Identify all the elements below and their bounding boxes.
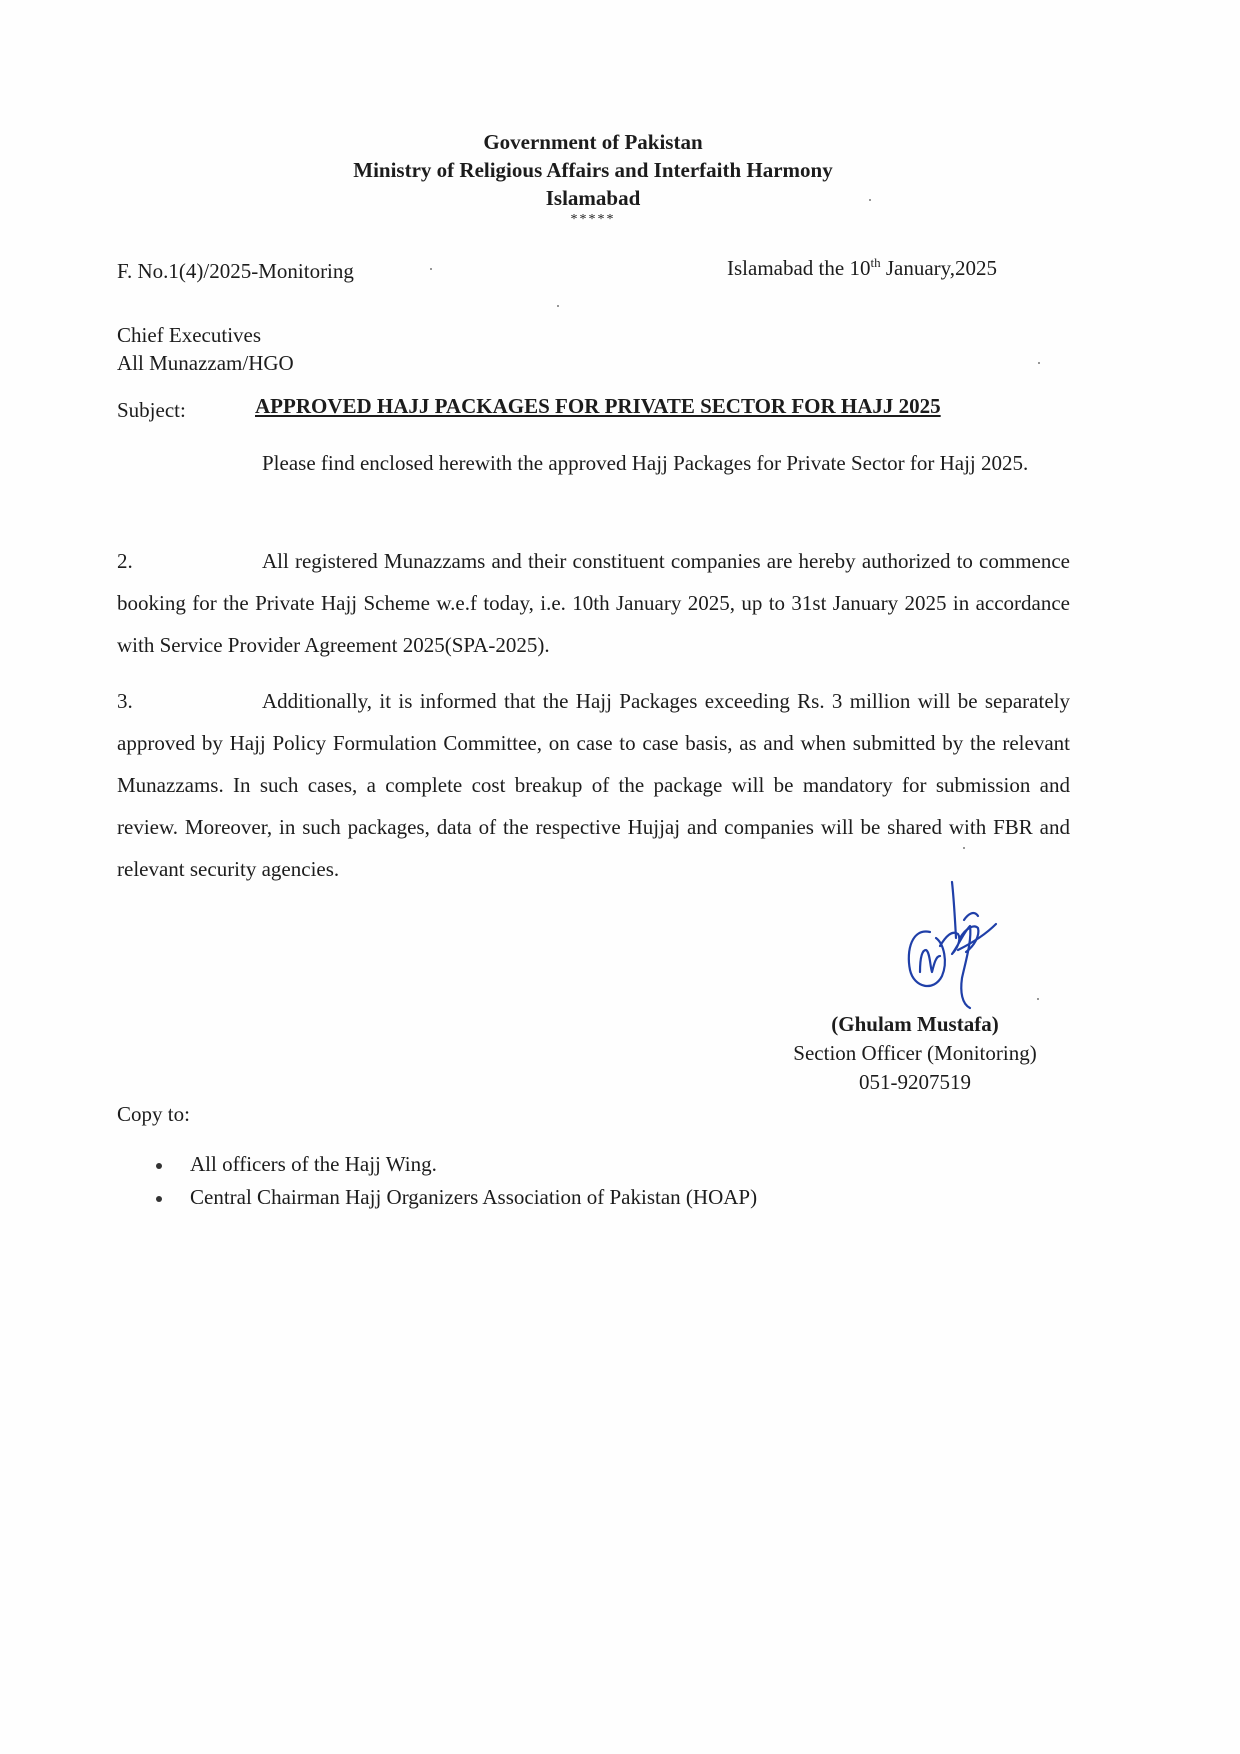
addressee: [117, 321, 294, 377]
scan-speck: [1038, 362, 1040, 364]
letterhead: [0, 128, 1186, 228]
signatory-designation: Section Officer (Monitoring): [793, 1041, 1037, 1065]
date-ordinal: th: [870, 255, 881, 270]
scan-speck: [869, 199, 871, 201]
copy-to-item: Central Chairman Hajj Organizers Association of Pakistan (HOAP): [150, 1181, 757, 1214]
letterhead-government: Government of Pakistan: [483, 130, 703, 154]
scan-speck: [963, 847, 965, 849]
copy-to-item: All officers of the Hajj Wing.: [150, 1148, 757, 1181]
letter-date: [727, 255, 997, 281]
letterhead-city: Islamabad: [545, 186, 641, 210]
scan-speck: [1037, 998, 1039, 1000]
addressee-line-2: All Munazzam/HGO: [117, 351, 294, 375]
date-prefix: Islamabad the 10: [727, 256, 871, 280]
paragraph-3-number: 3.: [117, 689, 133, 713]
paragraph-1: Please find enclosed herewith the approved Hajj Packages for Private Sector for Hajj 2025.: [262, 451, 1029, 475]
subject-label: Subject:: [117, 398, 186, 422]
signature-block: [760, 1010, 1070, 1097]
signatory-name: (Ghulam Mustafa): [831, 1012, 999, 1036]
date-suffix: January,2025: [880, 256, 998, 280]
paragraph-2-text: All registered Munazzams and their constituent companies are hereby authorized to commence booking for the Private Hajj Scheme w.e.f today, i.e. 10th January 2025, up to 31st January 2025 in accordance with Service Provider Agreement 2025(SPA-2025).: [117, 549, 1070, 657]
paragraph-2: [117, 540, 1070, 666]
copy-to-label: Copy to:: [117, 1102, 190, 1126]
paragraph-3-text: Additionally, it is informed that the Hajj Packages exceeding Rs. 3 million will be separately approved by Hajj Policy Formulation Committee, on case to case basis, as and when submitted by the relevant Munazzams. In such cases, a complete cost breakup of the package will be mandatory for submission and review. Moreover, in such packages, data of the respective Hujjaj and companies will be shared with FBR and relevant security agencies.: [117, 689, 1070, 881]
paragraph-2-number: 2.: [117, 549, 133, 573]
copy-to-list: [150, 1148, 757, 1214]
letterhead-stars: *****: [570, 212, 616, 227]
letterhead-ministry: Ministry of Religious Affairs and Interfaith Harmony: [353, 158, 833, 182]
subject-text: APPROVED HAJJ PACKAGES FOR PRIVATE SECTOR FOR HAJJ 2025: [255, 394, 941, 418]
handwritten-signature: [900, 880, 1010, 1010]
paragraph-3: [117, 680, 1070, 890]
file-number: F. No.1(4)/2025-Monitoring: [117, 259, 354, 283]
signatory-phone: 051-9207519: [859, 1070, 971, 1094]
scan-speck: [430, 268, 432, 270]
addressee-line-1: Chief Executives: [117, 323, 262, 347]
scan-speck: [557, 305, 559, 307]
